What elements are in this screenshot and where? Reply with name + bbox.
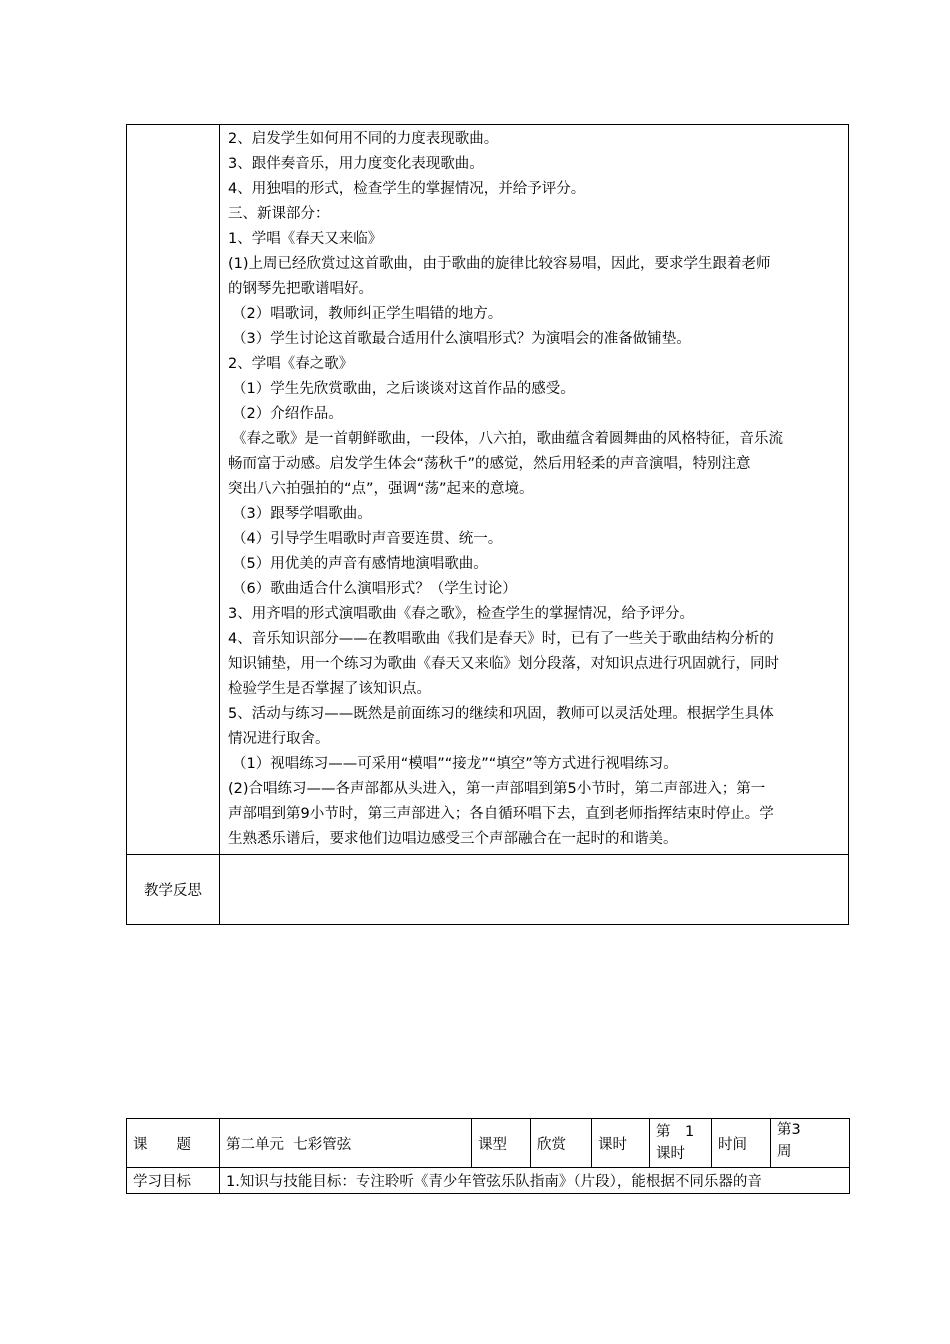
procedure-line: （5）用优美的声音有感情地演唱歌曲。: [232, 556, 488, 572]
procedure-line: （4）引导学生唱歌时声音要连贯、统一。: [232, 531, 503, 547]
topic-value: 第二单元 七彩管弦: [220, 1119, 472, 1168]
lesson-procedure-table: [126, 124, 849, 925]
procedure-label-cell: [127, 125, 220, 855]
reflection-label: 教学反思: [127, 855, 220, 925]
time-value-line2: 周: [777, 1144, 792, 1160]
goal-row: [127, 1168, 850, 1194]
procedure-line: 5、活动与练习——既然是前面练习的继续和巩固，教师可以灵活处理。根据学生具体: [228, 706, 774, 722]
time-value: [771, 1119, 850, 1168]
hours-value-line1: 第 1: [656, 1124, 695, 1140]
procedure-line: （3）跟琴学唱歌曲。: [232, 506, 372, 522]
procedure-line: （6）歌曲适合什么演唱形式？（学生讨论）: [232, 581, 517, 597]
time-label: 时间: [712, 1119, 771, 1168]
procedure-line: 声部唱到第9小节时，第三声部进入；各自循环唱下去，直到老师指挥结束时停止。学: [228, 806, 774, 822]
procedure-line: 《春之歌》是一首朝鲜歌曲，一段体，八六拍，歌曲蕴含着圆舞曲的风格特征，音乐流: [232, 431, 783, 447]
procedure-line: 畅而富于动感。启发学生体会“荡秋千”的感觉，然后用轻柔的声音演唱，特别注意: [228, 456, 751, 472]
lesson-info-table: [126, 1118, 850, 1194]
procedure-line: 知识铺垫，用一个练习为歌曲《春天又来临》划分段落，对知识点进行巩固就行，同时: [228, 656, 779, 672]
hours-label: 课时: [592, 1119, 650, 1168]
procedure-line: (1)上周已经欣赏过这首歌曲，由于歌曲的旋律比较容易唱，因此，要求学生跟着老师: [228, 256, 771, 272]
procedure-content-cell: [220, 125, 849, 855]
procedure-line: 生熟悉乐谱后，要求他们边唱边感受三个声部融合在一起时的和谐美。: [228, 831, 678, 847]
procedure-line: （3）学生讨论这首歌最合适用什么演唱形式？为演唱会的准备做铺垫。: [232, 331, 691, 347]
procedure-line: (2)合唱练习——各声部都从头进入，第一声部唱到第5小节时，第二声部进入；第一: [228, 781, 766, 797]
reflection-row: [127, 855, 849, 925]
procedure-line: 1、学唱《春天又来临》: [228, 231, 383, 247]
type-value: 欣赏: [531, 1119, 592, 1168]
goal-value: 1.知识与技能目标：专注聆听《青少年管弦乐队指南》（片段），能根据不同乐器的音: [220, 1168, 850, 1194]
procedure-line: 4、音乐知识部分——在教唱歌曲《我们是春天》时，已有了一些关于歌曲结构分析的: [228, 631, 774, 647]
topic-label: 课 题: [127, 1119, 220, 1168]
procedure-lines: [228, 127, 842, 852]
procedure-line: （2）唱歌词，教师纠正学生唱错的地方。: [232, 306, 503, 322]
hours-value: [650, 1119, 712, 1168]
procedure-line: （1）视唱练习——可采用“模唱”“接龙”“填空”等方式进行视唱练习。: [232, 756, 678, 772]
procedure-line: 2、学唱《春之歌》: [228, 356, 354, 372]
goal-label: 学习目标: [127, 1168, 220, 1194]
type-label: 课型: [472, 1119, 531, 1168]
procedure-line: （1）学生先欣赏歌曲，之后谈谈对这首作品的感受。: [232, 381, 575, 397]
procedure-line: 2、启发学生如何用不同的力度表现歌曲。: [228, 131, 499, 147]
hours-value-line2: 课时: [656, 1146, 685, 1162]
procedure-row: [127, 125, 849, 855]
procedure-line: 3、用齐唱的形式演唱歌曲《春之歌》，检查学生的掌握情况，给予评分。: [228, 606, 694, 622]
info-header-row: [127, 1119, 850, 1168]
procedure-line: 情况进行取舍。: [228, 731, 330, 747]
procedure-line: 3、跟伴奏音乐，用力度变化表现歌曲。: [228, 156, 484, 172]
procedure-line: 4、用独唱的形式，检查学生的掌握情况，并给予评分。: [228, 181, 586, 197]
procedure-line: 突出八六拍强拍的“点”，强调“荡”起来的意境。: [228, 481, 534, 497]
reflection-content: [220, 855, 849, 925]
procedure-line: 检验学生是否掌握了该知识点。: [228, 681, 431, 697]
procedure-line: （2）介绍作品。: [232, 406, 343, 422]
procedure-line: 的钢琴先把歌谱唱好。: [228, 281, 373, 297]
time-value-line1: 第3: [777, 1122, 801, 1138]
procedure-line: 三、新课部分：: [228, 206, 330, 222]
